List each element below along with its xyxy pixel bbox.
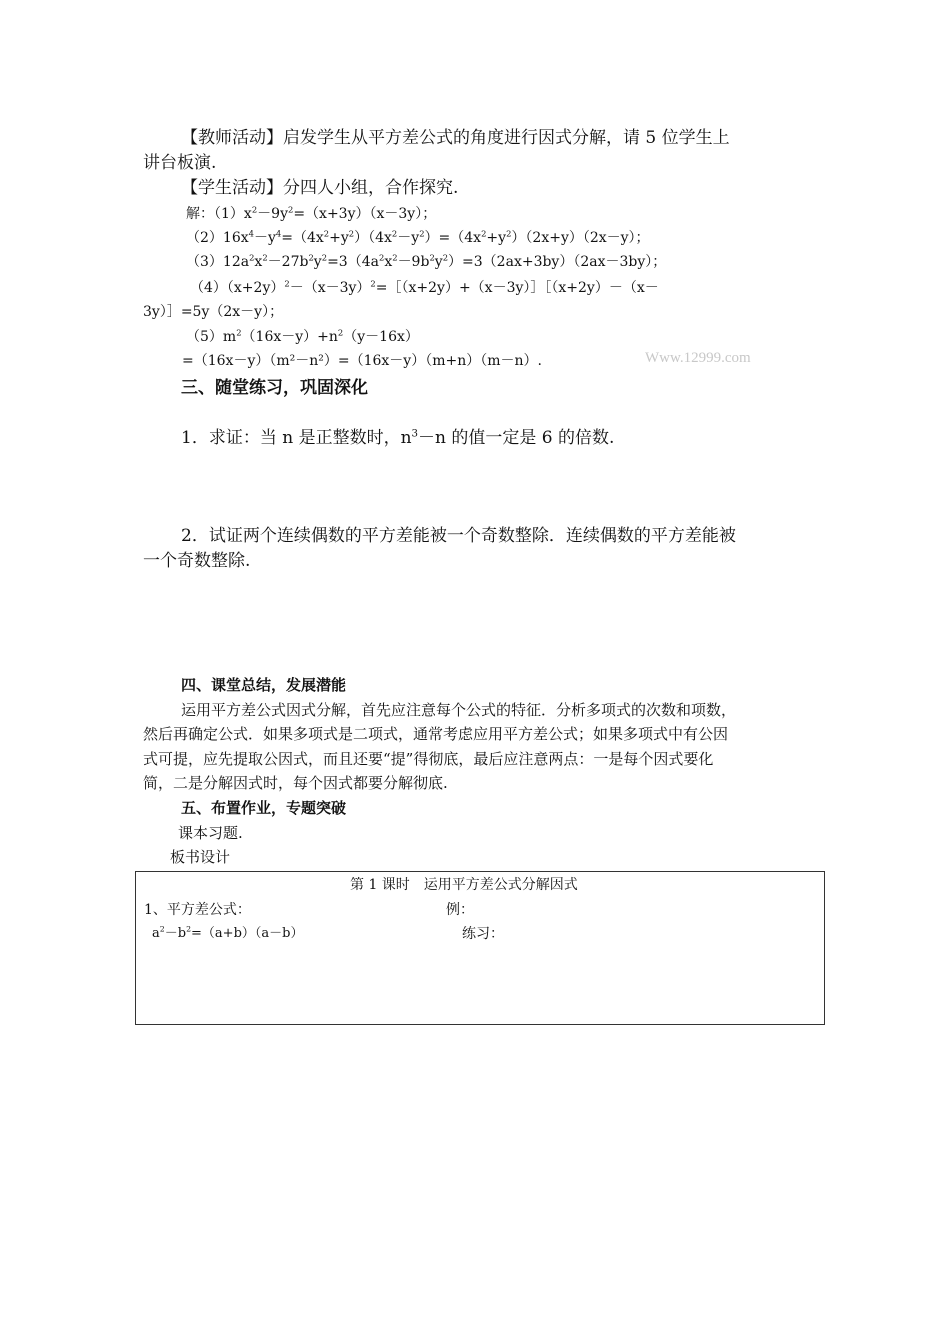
board-example-label: 例： xyxy=(446,902,474,918)
exercise-2-line-1: 2．试证两个连续偶数的平方差能被一个奇数整除．连续偶数的平方差能被 xyxy=(181,526,736,546)
teacher-activity-line-2: 讲台板演. xyxy=(143,153,217,173)
board-practice-label: 练习： xyxy=(462,926,504,942)
solution-4-line-1: $(4)(x+2y)^2-(x-3y)^2=[(x+2y)+(x-3y)][(x+2y)-(x-$ xyxy=(190,278,659,296)
homework-text: 课本习题. xyxy=(178,824,243,842)
board-design-label: 板书设计 xyxy=(170,848,231,866)
summary-line-1: 运用平方差公式因式分解，首先应注意每个公式的特征．分析多项式的次数和项数， xyxy=(181,701,737,719)
board-title: 第 1 课时 运用平方差公式分解因式 xyxy=(350,877,578,893)
board-formula-heading: 1、平方差公式： xyxy=(144,902,251,918)
solution-5-line-2: =（16x－y）（m²－n²）=（16x－y）（m+n）（m－n）. xyxy=(182,353,542,369)
section-5-heading: 五、布置作业，专题突破 xyxy=(181,799,347,817)
solution-2: $(2)16x^4-y^4=(4x^2+y^2)(4x^2-y^2)=(4x^2+y^2)(2x+y)(2x-y)$； xyxy=(186,228,650,246)
solution-4-line-2: 3y）］=5y（2x－y）； xyxy=(143,304,284,320)
student-activity: 【学生活动】分四人小组，合作探究. xyxy=(181,178,459,198)
solution-5-line-1: $(5)m^2(16x-y)+n^2(y-16x)$ xyxy=(186,327,419,345)
solution-1: 解：$(1)x^2-9y^2=(x+3y)(x-3y)$； xyxy=(186,204,437,222)
section-3-heading: 三、随堂练习，巩固深化 xyxy=(181,378,368,398)
board-formula: $a^2-b^2=(a+b)(a-b)$ xyxy=(152,924,304,941)
summary-line-3: 式可提，应先提取公因式，而且还要“提”得彻底，最后应注意两点：一是每个因式要化 xyxy=(143,750,714,768)
summary-line-4: 简，二是分解因式时，每个因式都要分解彻底. xyxy=(143,774,448,792)
watermark: Www.12999.com xyxy=(645,350,751,366)
summary-line-2: 然后再确定公式．如果多项式是二项式，通常考虑应用平方差公式；如果多项式中有公因 xyxy=(143,725,729,743)
teacher-activity-line-1: 【教师活动】启发学生从平方差公式的角度进行因式分解，请 5 位学生上 xyxy=(181,128,730,148)
exercise-1: 1．求证：当 n 是正整数时，$n^3-n$ 的值一定是 6 的倍数. xyxy=(181,428,615,448)
exercise-2-line-2: 一个奇数整除. xyxy=(143,551,251,571)
section-4-heading: 四、课堂总结，发展潜能 xyxy=(181,676,347,694)
solution-3: $(3)12a^2x^2-27b^2y^2=3(4a^2x^2-9b^2y^2)=3(2ax+3by)(2ax-3by)$； xyxy=(186,252,667,270)
board-design-box xyxy=(135,871,825,1025)
